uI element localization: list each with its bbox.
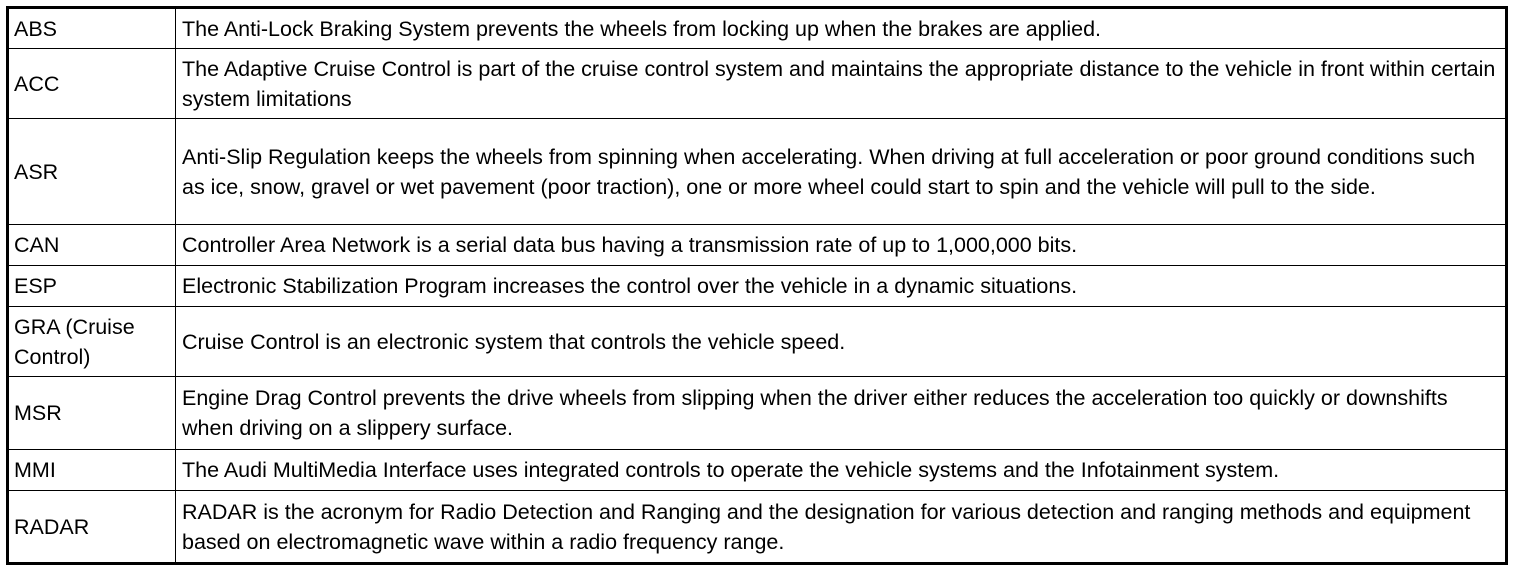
term-cell: ABS [8,8,176,49]
term-cell: GRA (Cruise Control) [8,307,176,377]
term-cell: MSR [8,377,176,450]
term-cell: RADAR [8,491,176,564]
definition-cell: Cruise Control is an electronic system that controls the vehicle speed. [176,307,1507,377]
table-row [8,307,1507,377]
definition-cell: Electronic Stabilization Program increases the control over the vehicle in a dynamic situations. [176,266,1507,307]
table-row [8,491,1507,564]
term-cell: MMI [8,450,176,491]
definition-cell: The Adaptive Cruise Control is part of the cruise control system and maintains the appropriate distance to the vehicle in front within certain system limitations [176,49,1507,119]
definition-cell: RADAR is the acronym for Radio Detection and Ranging and the designation for various detection and ranging methods and equipment based on electromagnetic wave within a radio frequency range. [176,491,1507,564]
term-cell: ESP [8,266,176,307]
definition-cell: Engine Drag Control prevents the drive wheels from slipping when the driver either reduces the acceleration too quickly or downshifts when driving on a slippery surface. [176,377,1507,450]
table-row [8,225,1507,266]
table-row [8,377,1507,450]
glossary-table [6,6,1508,565]
definition-cell: Anti-Slip Regulation keeps the wheels from spinning when accelerating. When driving at full acceleration or poor ground conditions such as ice, snow, gravel or wet pavement (poor traction), one or more wheel could start to spin and the vehicle will pull to the side. [176,119,1507,225]
definition-cell: The Anti-Lock Braking System prevents the wheels from locking up when the brakes are applied. [176,8,1507,49]
term-cell: ACC [8,49,176,119]
table-row [8,8,1507,49]
term-cell: ASR [8,119,176,225]
table-row [8,266,1507,307]
table-row [8,49,1507,119]
table-row [8,119,1507,225]
definition-cell: The Audi MultiMedia Interface uses integrated controls to operate the vehicle systems and the Infotainment system. [176,450,1507,491]
definition-cell: Controller Area Network is a serial data bus having a transmission rate of up to 1,000,000 bits. [176,225,1507,266]
table-row [8,450,1507,491]
term-cell: CAN [8,225,176,266]
